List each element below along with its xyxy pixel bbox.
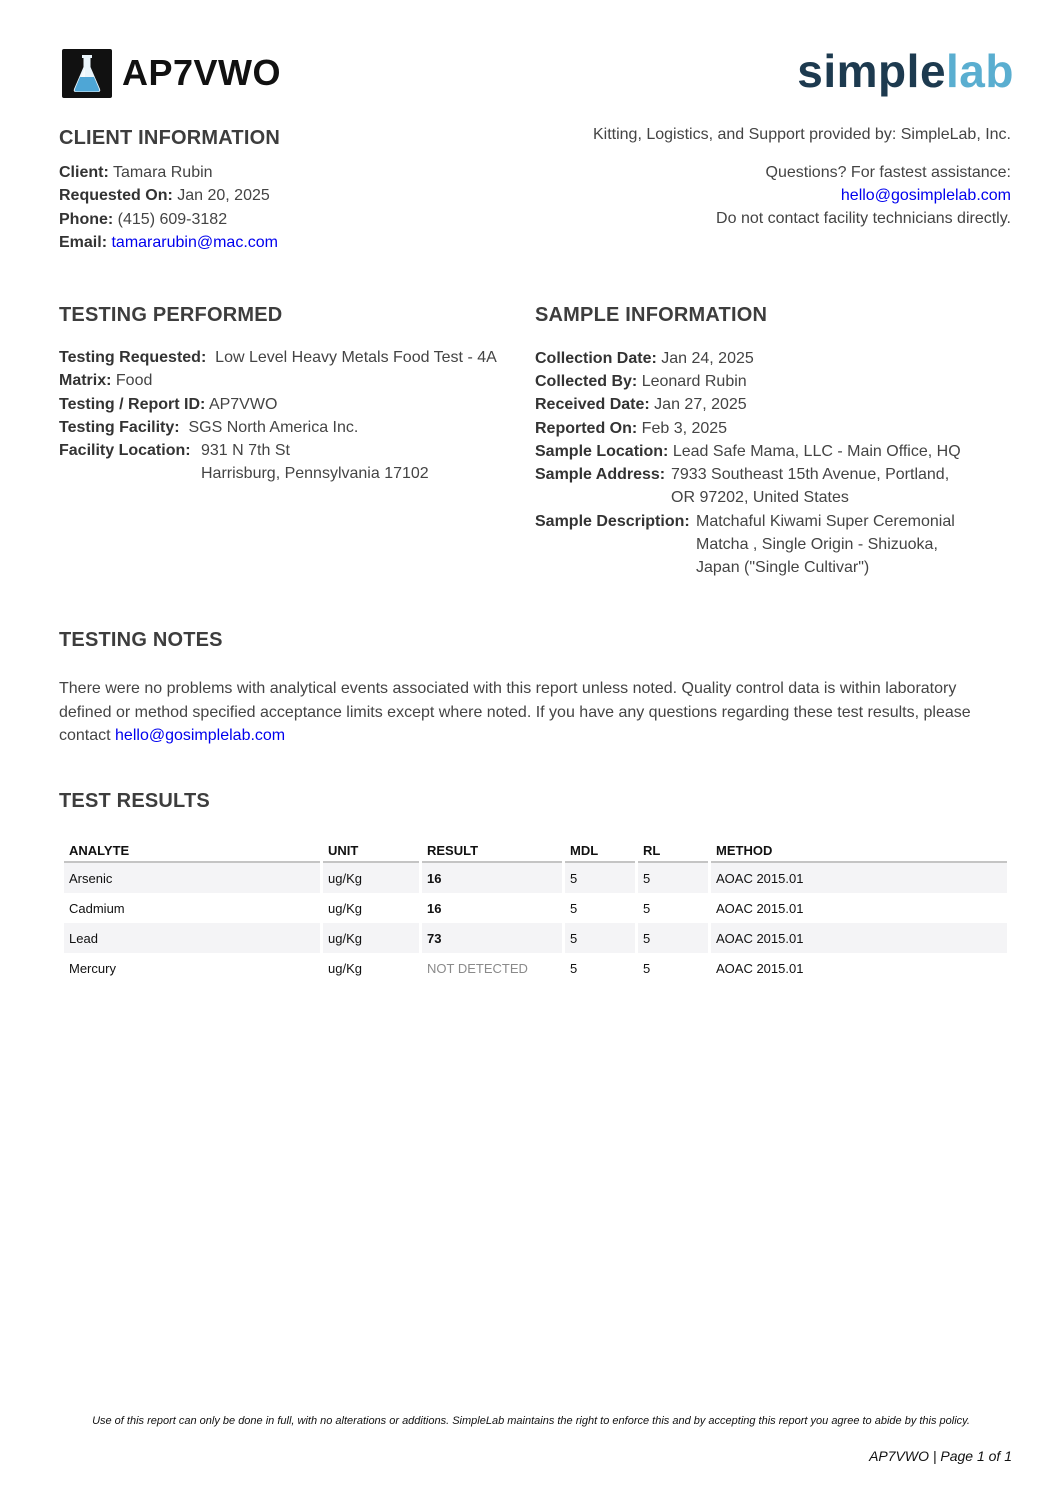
result-cell: 16 [422, 863, 562, 893]
testing-performed-heading: TESTING PERFORMED [59, 304, 283, 326]
brand-part-lab: lab [946, 45, 1014, 97]
table-row [64, 953, 1007, 983]
notes-email-link[interactable]: hello@gosimplelab.com [115, 727, 286, 744]
table-row [64, 893, 1007, 923]
analyte-cell: Mercury [69, 960, 116, 976]
result-cell: NOT DETECTED [427, 960, 528, 976]
method-cell: AOAC 2015.01 [716, 960, 804, 976]
mdl-cell: 5 [565, 863, 635, 893]
client-row: Client: Tamara Rubin [59, 164, 213, 181]
sample-location-value: Lead Safe Mama, LLC - Main Office, HQ [672, 443, 961, 460]
disclaimer-text: Use of this report can only be done in full, with no alterations or additions. SimpleLab maintains the right to enforce this and by accepting this report you agree to abide by this policy. [92, 1415, 970, 1427]
results-header-row [64, 838, 1007, 863]
matrix-value: Food [115, 372, 153, 389]
sample-address-line1: 7933 Southeast 15th Avenue, Portland, [671, 466, 950, 483]
facility-value: SGS North America Inc. [188, 419, 359, 436]
rl-cell: 5 [643, 960, 651, 976]
client-info-heading: CLIENT INFORMATION [59, 127, 280, 149]
facility-row: Testing Facility: SGS North America Inc. [59, 419, 359, 436]
sample-description-label: Sample Description: [535, 513, 690, 530]
column-header-unit: UNIT [323, 838, 419, 863]
rl-cell: 5 [638, 923, 708, 953]
received-date-row: Received Date: Jan 27, 2025 [535, 396, 747, 413]
page-number: AP7VWO | Page 1 of 1 [869, 1448, 1012, 1464]
mdl-cell: 5 [570, 900, 578, 916]
column-header-mdl: MDL [565, 838, 635, 863]
analyte-cell: Arsenic [64, 863, 320, 893]
reported-on-value: Feb 3, 2025 [641, 420, 728, 437]
provided-by-text: Kitting, Logistics, and Support provided by: SimpleLab, Inc. [592, 126, 1011, 143]
unit-cell: ug/Kg [323, 923, 419, 953]
facility-location-label: Facility Location: [59, 442, 191, 459]
facility-location-line1: 931 N 7th St [201, 442, 290, 459]
result-cell: 16 [427, 900, 442, 916]
report-id-row: Testing / Report ID: AP7VWO [59, 396, 278, 413]
collection-date-value: Jan 24, 2025 [661, 350, 754, 367]
matrix-row: Matrix: Food [59, 372, 153, 389]
rl-cell: 5 [638, 863, 708, 893]
unit-cell: ug/Kg [328, 960, 362, 976]
testing-notes-text: There were no problems with analytical events associated with this report unless noted. Quality control data is within laboratory defined or method specified acceptance limits except where noted. If you have any questions regarding these test results, please contact hello@gosimplelab.com [59, 680, 971, 744]
facility-location-line2: Harrisburg, Pennsylvania 17102 [201, 465, 429, 482]
test-results-heading: TEST RESULTS [59, 790, 210, 812]
table-row [64, 923, 1007, 953]
column-header-rl: RL [638, 838, 708, 863]
flask-icon [62, 49, 112, 98]
analyte-cell: Cadmium [69, 900, 125, 916]
collected-by-value: Leonard Rubin [641, 373, 747, 390]
report-id-value: AP7VWO [208, 396, 278, 413]
method-cell: AOAC 2015.01 [711, 863, 1007, 893]
result-cell: 73 [422, 923, 562, 953]
simplelab-logo [797, 44, 1014, 98]
sample-address-line2: OR 97202, United States [671, 489, 849, 506]
mdl-cell: 5 [565, 923, 635, 953]
requested-on-row: Requested On: Jan 20, 2025 [59, 187, 270, 204]
reported-on-row: Reported On: Feb 3, 2025 [535, 420, 728, 437]
testing-requested-row: Testing Requested: Low Level Heavy Metals Food Test - 4A [59, 349, 497, 366]
phone-row: Phone: (415) 609-3182 [59, 211, 228, 228]
report-id-title: AP7VWO [122, 52, 282, 93]
unit-cell: ug/Kg [323, 863, 419, 893]
client-name: Tamara Rubin [112, 164, 213, 181]
results-table [61, 838, 1010, 983]
collected-by-row: Collected By: Leonard Rubin [535, 373, 747, 390]
testing-requested-value: Low Level Heavy Metals Food Test - 4A [215, 349, 497, 366]
method-cell: AOAC 2015.01 [716, 900, 804, 916]
method-cell: AOAC 2015.01 [711, 923, 1007, 953]
testing-notes-heading: TESTING NOTES [59, 629, 223, 651]
sample-description-line1: Matchaful Kiwami Super Ceremonial [696, 513, 955, 530]
phone-value: (415) 609-3182 [117, 211, 228, 228]
received-date-value: Jan 27, 2025 [654, 396, 747, 413]
column-header-analyte: ANALYTE [64, 838, 320, 863]
questions-text: Questions? For fastest assistance: [765, 164, 1011, 181]
no-contact-text: Do not contact facility technicians directly. [716, 210, 1011, 227]
sample-location-row: Sample Location: Lead Safe Mama, LLC - Main Office, HQ [535, 443, 961, 460]
support-email-link[interactable]: hello@gosimplelab.com [840, 187, 1011, 204]
client-email-link[interactable]: tamararubin@mac.com [111, 234, 278, 251]
brand-part-simple: simple [797, 45, 947, 97]
sample-address-label: Sample Address: [535, 466, 666, 483]
unit-cell: ug/Kg [328, 900, 362, 916]
sample-info-heading: SAMPLE INFORMATION [535, 304, 768, 326]
column-header-result: RESULT [422, 838, 562, 863]
analyte-cell: Lead [64, 923, 320, 953]
sample-description-line2: Matcha , Single Origin - Shizuoka, [696, 536, 938, 553]
column-header-method: METHOD [711, 838, 1007, 863]
sample-description-line3: Japan ("Single Cultivar") [696, 559, 870, 576]
rl-cell: 5 [643, 900, 651, 916]
email-row: Email: tamararubin@mac.com [59, 234, 278, 251]
table-row [64, 863, 1007, 893]
mdl-cell: 5 [570, 960, 578, 976]
collection-date-row: Collection Date: Jan 24, 2025 [535, 350, 754, 367]
requested-on-value: Jan 20, 2025 [177, 187, 270, 204]
